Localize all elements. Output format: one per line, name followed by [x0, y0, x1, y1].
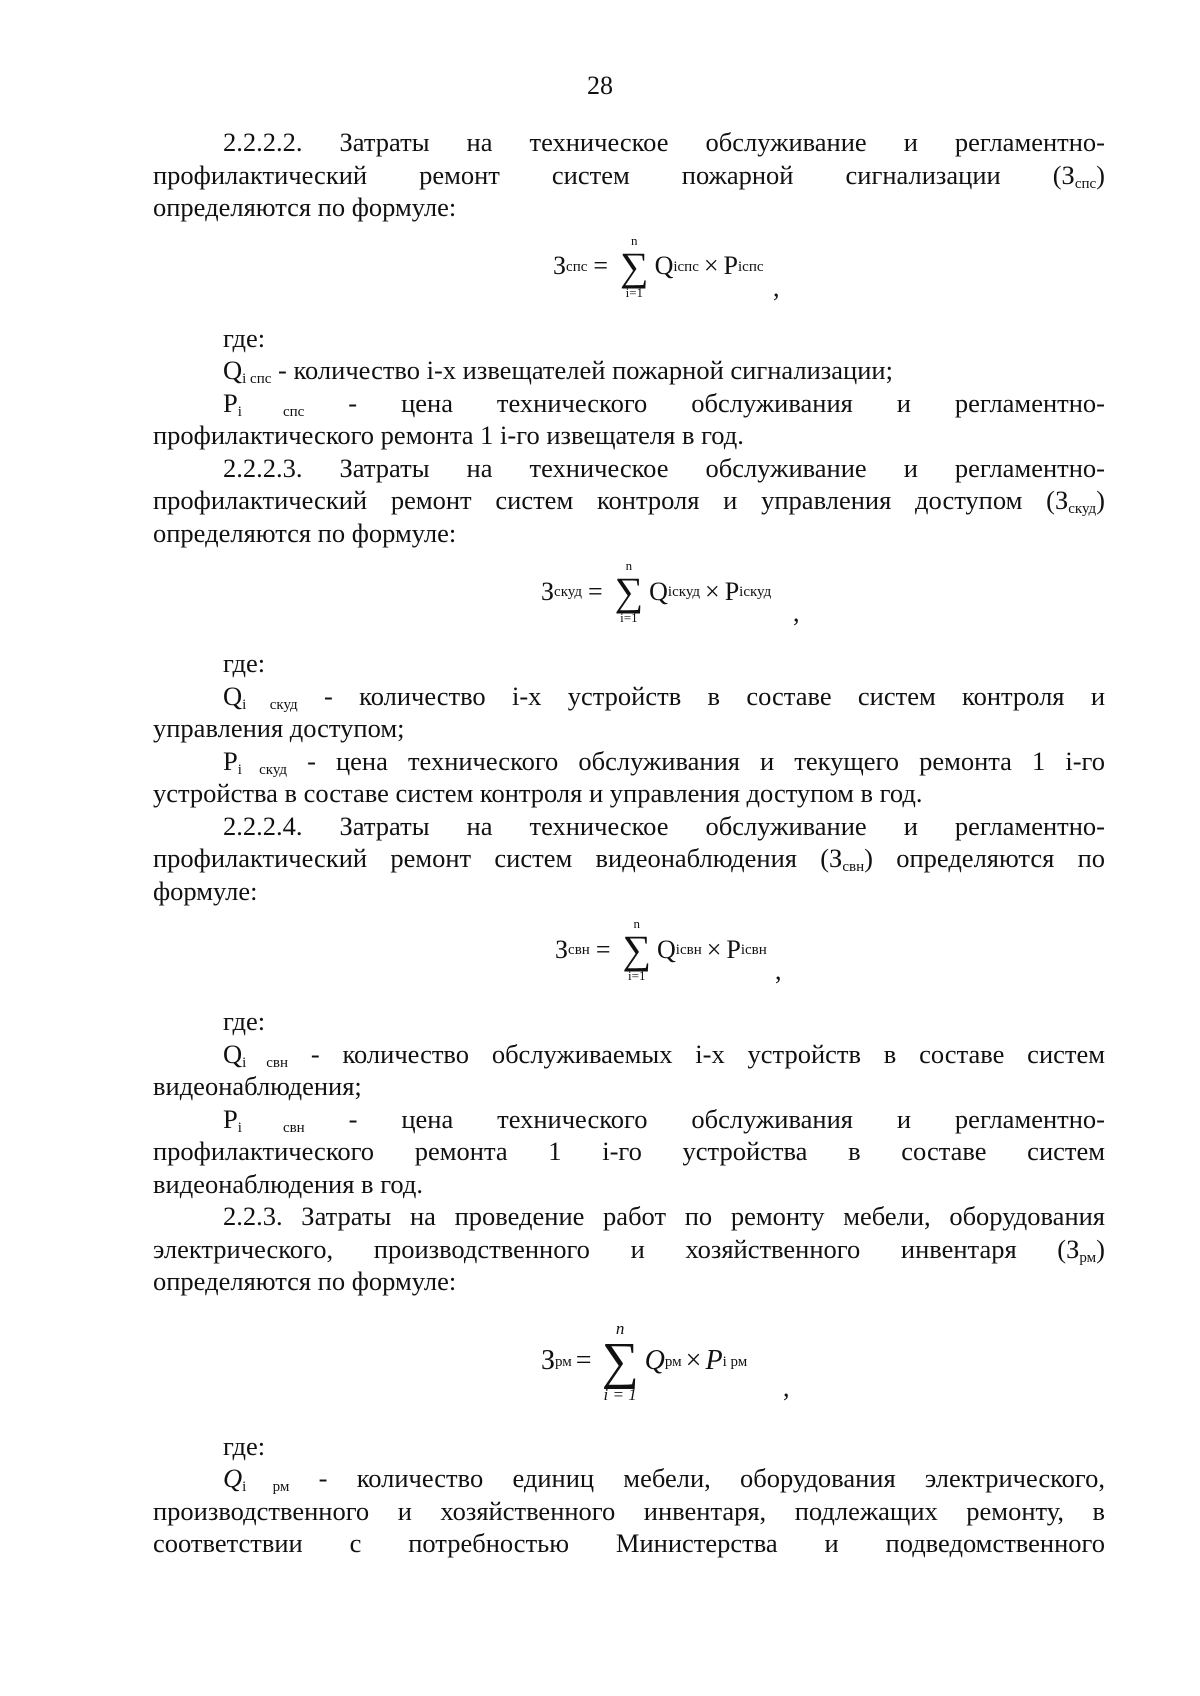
paragraph-line: профилактический ремонт систем пожарной сигнализации $(З_{спс})$ [153, 159, 1105, 192]
paragraph-line: электрического, производственного и хозяйственного инвентаря $(З_{рм})$ [153, 1233, 1105, 1266]
paragraph-line: соответствии с потребностью Министерства и подведомственного [153, 1528, 1105, 1558]
formula-zsps: З спс = n ∑ i=1 Q iспс × P iспс , [553, 232, 780, 302]
paragraph-line: видеонаблюдения в год. [153, 1168, 423, 1199]
sum-symbol: n ∑ i=1 [620, 232, 649, 300]
section-2-2-2-2 [153, 126, 1105, 452]
paragraph-line: устройства в составе систем контроля и управления доступом в год. [153, 778, 923, 808]
formula-zrm: З рм = n ∑ i = 1 Q рм × P i рм , [541, 1318, 790, 1404]
formula-zskud: З скуд = n ∑ i=1 Q iскуд × P iскуд , [541, 558, 800, 627]
section-2-2-2-4 [153, 810, 1105, 1201]
definition-q: $Q_{i спс}$ - количество i-х извещателей пожарной сигнализации; [223, 355, 893, 387]
paragraph-line: видеонаблюдения; [153, 1071, 362, 1101]
where-label: где: [223, 322, 266, 353]
sum-symbol: n ∑ i=1 [622, 916, 651, 983]
paragraph-line: 2.2.2.2. Затраты на техническое обслуживание и регламентно- [223, 127, 1105, 157]
sum-symbol: n ∑ i=1 [614, 558, 644, 625]
paragraph-line: определяются по формуле: [153, 192, 457, 222]
paragraph-line: управления доступом; [153, 713, 405, 743]
paragraph-line: производственного и хозяйственного инвентаря, подлежащих ремонту, в [153, 1495, 1105, 1526]
where-label: где: [223, 1006, 266, 1036]
definition-p: $P_{i свн}$ - цена технического обслуживания и регламентно- [223, 1103, 1105, 1136]
page-number: 28 [587, 71, 613, 100]
section-2-2-2-3 [153, 452, 1105, 810]
paragraph-line: 2.2.3. Затраты на проведение работ по ремонту мебели, оборудования [223, 1201, 1105, 1231]
where-label: где: [223, 648, 266, 678]
paragraph-line: профилактического ремонта 1 i-го извещателя в год. [153, 420, 744, 450]
definition-q: $Q_{i скуд}$ - количество i-х устройств в составе систем контроля и [223, 680, 1105, 713]
section-2-2-3 [153, 1200, 1105, 1560]
formula-zsvn: З свн = n ∑ i=1 Q iсвн × P iсвн , [555, 916, 782, 985]
page-body [153, 126, 1105, 1560]
paragraph-line: профилактического ремонта 1 i-го устройства в составе систем [153, 1136, 1105, 1166]
sum-symbol: n ∑ i = 1 [601, 1318, 639, 1404]
paragraph-line: определяются по формуле: [153, 517, 457, 548]
paragraph-line: 2.2.2.3. Затраты на техническое обслуживание и регламентно- [223, 452, 1105, 483]
definition-p: $P_{i скуд}$ - цена технического обслуживания и текущего ремонта 1 i-го [223, 745, 1105, 778]
definition-q: $Q_{i рм}$ - количество единиц мебели, оборудования электрического, [223, 1463, 1105, 1495]
paragraph-line: профилактический ремонт систем видеонаблюдения $(З_{свн})$ определяются по [153, 843, 1106, 875]
paragraph-line: определяются по формуле: [153, 1266, 457, 1296]
definition-p: $P_{i спс}$ - цена технического обслуживания и регламентно- [223, 387, 1105, 420]
paragraph-line: профилактический ремонт систем контроля и управления доступом $(З_{скуд})$ [153, 485, 1105, 517]
where-label: где: [223, 1430, 266, 1461]
definition-q: $Q_{i свн}$ - количество обслуживаемых i-х устройств в составе систем [223, 1038, 1105, 1071]
paragraph-line: формуле: [153, 875, 258, 906]
paragraph-line: 2.2.2.4. Затраты на техническое обслуживание и регламентно- [223, 810, 1105, 841]
